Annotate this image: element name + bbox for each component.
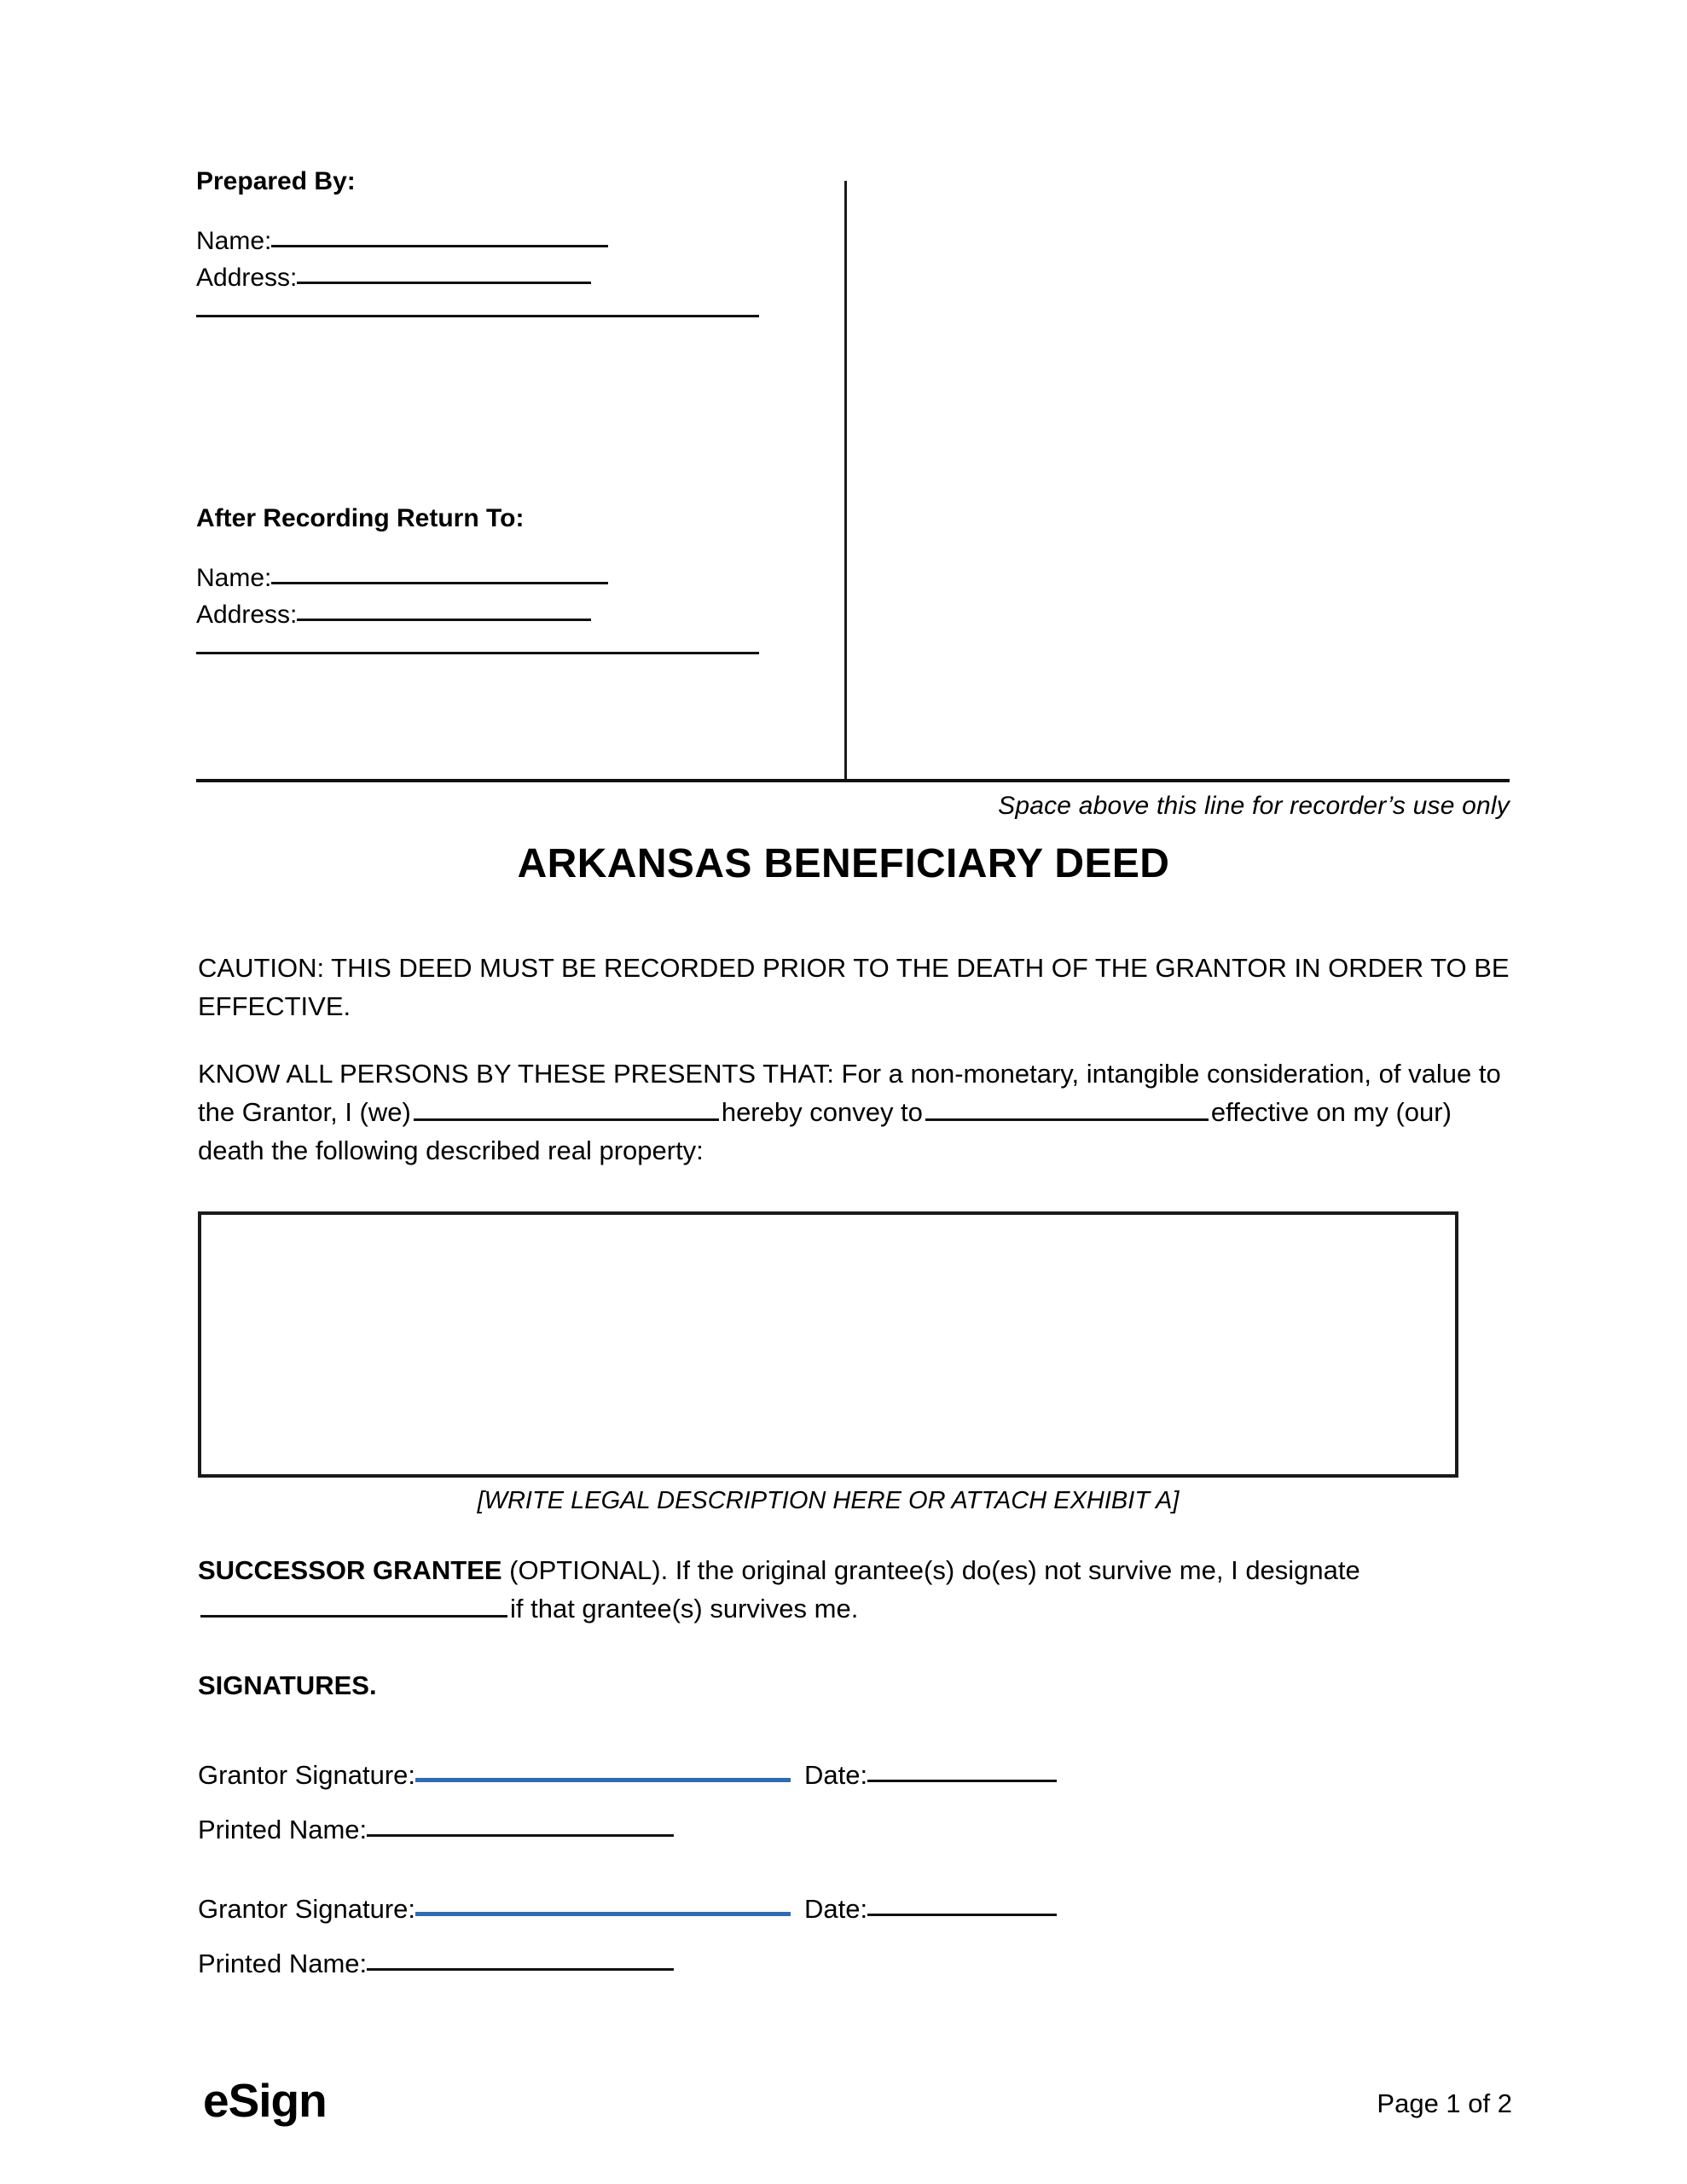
return-to-address-input-line[interactable] [297, 619, 591, 621]
successor-grantee-block [198, 1551, 1511, 1628]
esign-logo: eSign [203, 2074, 327, 2127]
return-to-address-input-line-2[interactable] [196, 652, 759, 654]
signature-group-1 [198, 1756, 1511, 1850]
know-all-paragraph [198, 1054, 1511, 1170]
return-to-name-label: Name: [196, 564, 272, 592]
prepared-by-name-input-line[interactable] [271, 245, 608, 247]
return-to-heading: After Recording Return To: [196, 504, 525, 532]
return-to-name-input-line[interactable] [271, 582, 608, 584]
return-to-name-row [196, 560, 827, 596]
caution-paragraph: CAUTION: THIS DEED MUST BE RECORDED PRIOR TO THE DEATH OF THE GRANTOR IN ORDER TO BE EFFECTIVE. [198, 953, 1510, 1021]
successor-grantee-input-line[interactable] [200, 1596, 507, 1618]
grantor-signature-row-1 [198, 1756, 1511, 1795]
printed-name-row-1 [198, 1810, 1511, 1850]
return-to-address-label: Address: [196, 601, 298, 629]
date-label-2: Date: [804, 1894, 868, 1924]
successor-grantee-text-part-1: (OPTIONAL). If the original grantee(s) do(es) not survive me, I designate [509, 1555, 1360, 1585]
printed-name-input-line-2[interactable] [367, 1968, 674, 1971]
grantor-signature-label-1: Grantor Signature: [198, 1760, 416, 1790]
grantor-name-input-line[interactable] [414, 1100, 719, 1121]
prepared-by-address-row [196, 259, 827, 296]
date-input-line-2[interactable] [867, 1914, 1057, 1916]
printed-name-input-line-1[interactable] [367, 1834, 674, 1837]
recorder-area [196, 166, 1510, 781]
spacer [196, 633, 827, 652]
spacer [196, 534, 827, 560]
date-label-1: Date: [804, 1760, 868, 1790]
recorder-use-note: Space above this line for recorder’s use only [998, 792, 1510, 820]
successor-grantee-title: SUCCESSOR GRANTEE [198, 1555, 502, 1585]
know-all-text-part-1: KNOW ALL PERSONS BY THESE PRESENTS THAT: For a non-monetary, intangible consideration, of value to the Grantor, I (we) [198, 1059, 1501, 1127]
prepared-by-name-label: Name: [196, 227, 272, 255]
return-to-block [196, 503, 827, 654]
date-input-line-1[interactable] [867, 1780, 1057, 1782]
successor-grantee-text-part-2: if that grantee(s) survives me. [510, 1594, 859, 1623]
spacer [196, 296, 827, 315]
successor-grantee-paragraph [198, 1551, 1511, 1628]
know-all-text-part-2: hereby convey to [721, 1097, 923, 1127]
know-all-text-part-3: effective on my (our) death the following described real property: [198, 1097, 1452, 1165]
grantor-signature-input-line-2[interactable] [415, 1912, 791, 1916]
grantor-signature-input-line-1[interactable] [415, 1778, 791, 1782]
signature-group-2 [198, 1890, 1511, 1984]
signatures-heading-label: SIGNATURES. [198, 1670, 377, 1700]
prepared-by-address-input-line-2[interactable] [196, 315, 759, 317]
page-number-label: Page 1 of 2 [1377, 2088, 1512, 2118]
recorder-column-divider [844, 181, 847, 781]
printed-name-label-1: Printed Name: [198, 1815, 368, 1844]
grantee-name-input-line[interactable] [925, 1100, 1209, 1121]
prepared-by-address-input-line[interactable] [297, 282, 591, 284]
spacer [196, 197, 827, 223]
legal-description-caption: [WRITE LEGAL DESCRIPTION HERE OR ATTACH EXHIBIT A] [477, 1487, 1180, 1514]
printed-name-row-2 [198, 1944, 1511, 1984]
grantor-signature-label-2: Grantor Signature: [198, 1894, 416, 1924]
page-title: ARKANSAS BENEFICIARY DEED [517, 841, 1170, 886]
return-to-address-row [196, 596, 827, 633]
body-content [198, 949, 1511, 1170]
printed-name-label-2: Printed Name: [198, 1949, 368, 1978]
prepared-by-block [196, 166, 827, 317]
legal-description-box[interactable] [198, 1211, 1458, 1478]
recorder-baseline-rule [196, 779, 1510, 782]
signatures-section-heading [198, 1668, 377, 1704]
grantor-signature-row-2 [198, 1890, 1511, 1929]
prepared-by-heading: Prepared By: [196, 167, 356, 195]
prepared-by-address-label: Address: [196, 264, 298, 292]
prepared-by-name-row [196, 223, 827, 259]
